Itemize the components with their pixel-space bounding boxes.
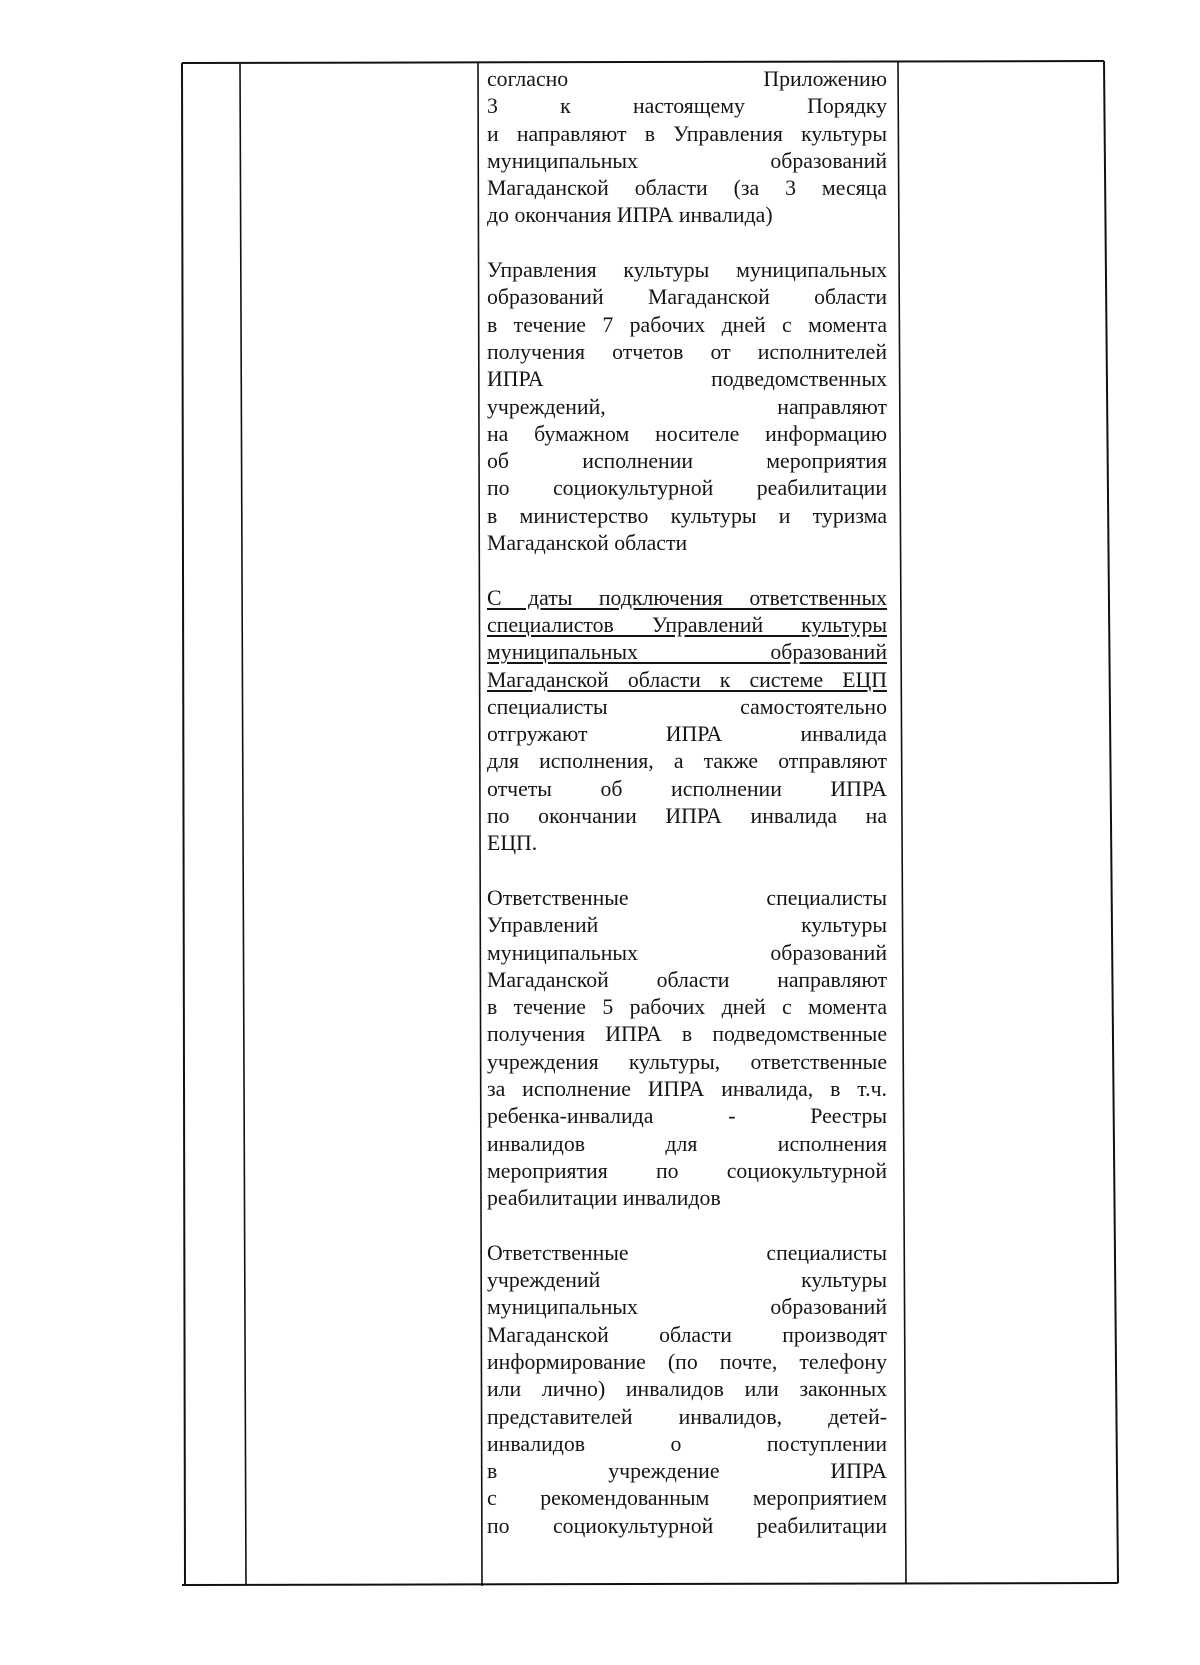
text-line: в течение 5 рабочих дней с момента [487, 995, 887, 1020]
text-line: учреждений, направляют [487, 394, 887, 419]
paragraph-culture-departments-report [487, 257, 887, 557]
underlined-text-line: муниципальных образований [487, 640, 887, 665]
text-line: Ответственные специалисты [487, 885, 887, 910]
text-line: об исполнении мероприятия [487, 449, 887, 474]
text-line: 3 к настоящему Порядку [487, 94, 887, 119]
text-line: для исполнения, а также отправляют [487, 749, 887, 774]
table-right-border [1104, 61, 1118, 1583]
text-line: учреждений культуры [487, 1268, 887, 1293]
column-divider-3 [898, 61, 906, 1584]
text-line: по социокультурной реабилитации [487, 1513, 887, 1538]
text-line: по окончании ИПРА инвалида на [487, 804, 887, 829]
text-line: Управления культуры муниципальных [487, 258, 887, 283]
text-line: реабилитации инвалидов [487, 1186, 721, 1211]
underlined-text-line: С даты подключения ответственных [487, 585, 887, 610]
table-top-border [182, 61, 1104, 63]
text-line: ЕЦП. [487, 831, 538, 856]
text-line: Магаданской области направляют [487, 967, 887, 992]
text-line: за исполнение ИПРА инвалида, в т.ч. [487, 1076, 887, 1101]
column-divider-2 [478, 62, 482, 1586]
text-line: образований Магаданской области [487, 285, 887, 310]
text-line: информирование (по почте, телефону [487, 1349, 887, 1374]
underlined-text-line: Магаданской области к системе ЕЦП [487, 667, 887, 692]
text-line: муниципальных образований [487, 148, 887, 173]
text-line: в учреждение ИПРА [487, 1459, 887, 1484]
text-line: ИПРА подведомственных [487, 367, 887, 392]
paragraph-ecp-connection [487, 585, 887, 858]
text-line: по социокультурной реабилитации [487, 476, 887, 501]
text-line: в течение 7 рабочих дней с момента [487, 312, 887, 337]
text-line: Магаданской области [487, 531, 688, 556]
text-line: отгружают ИПРА инвалида [487, 722, 887, 747]
table-left-border [182, 63, 185, 1585]
text-line: согласно Приложению [487, 67, 887, 91]
text-line: муниципальных образований [487, 940, 887, 965]
text-line: инвалидов для исполнения [487, 1131, 887, 1156]
text-line: на бумажном носителе информацию [487, 421, 887, 446]
text-line: учреждения культуры, ответственные [487, 1049, 887, 1074]
text-line: мероприятия по социокультурной [487, 1158, 887, 1183]
text-line: Ответственные специалисты [487, 1240, 887, 1265]
text-line: Магаданской области (за 3 месяца [487, 176, 887, 201]
text-line: получения отчетов от исполнителей [487, 339, 887, 364]
text-line: муниципальных образований [487, 1295, 887, 1320]
text-line: до окончания ИПРА инвалида) [487, 203, 773, 228]
text-line: или лично) инвалидов или законных [487, 1377, 887, 1402]
middle-column-cell [487, 66, 887, 1540]
paragraph-report-submission [487, 66, 887, 230]
text-line: Управлений культуры [487, 913, 887, 938]
text-line: инвалидов о поступлении [487, 1431, 887, 1456]
text-line: представителей инвалидов, детей- [487, 1404, 887, 1429]
text-line: специалисты самостоятельно [487, 694, 887, 719]
text-line: в министерство культуры и туризма [487, 503, 887, 528]
text-line: получения ИПРА в подведомственные [487, 1022, 887, 1047]
table-bottom-border [182, 1583, 1118, 1585]
text-line: с рекомендованным мероприятием [487, 1486, 887, 1511]
text-line: ребенка-инвалида - Реестры [487, 1104, 887, 1129]
text-line: и направляют в Управления культуры [487, 121, 887, 146]
paragraph-informing-disabled [487, 1240, 887, 1540]
text-line: Магаданской области производят [487, 1322, 887, 1347]
column-divider-1 [240, 63, 246, 1585]
paragraph-registry-dispatch [487, 885, 887, 1213]
underlined-text-line: специалистов Управлений культуры [487, 612, 887, 637]
text-line: отчеты об исполнении ИПРА [487, 776, 887, 801]
